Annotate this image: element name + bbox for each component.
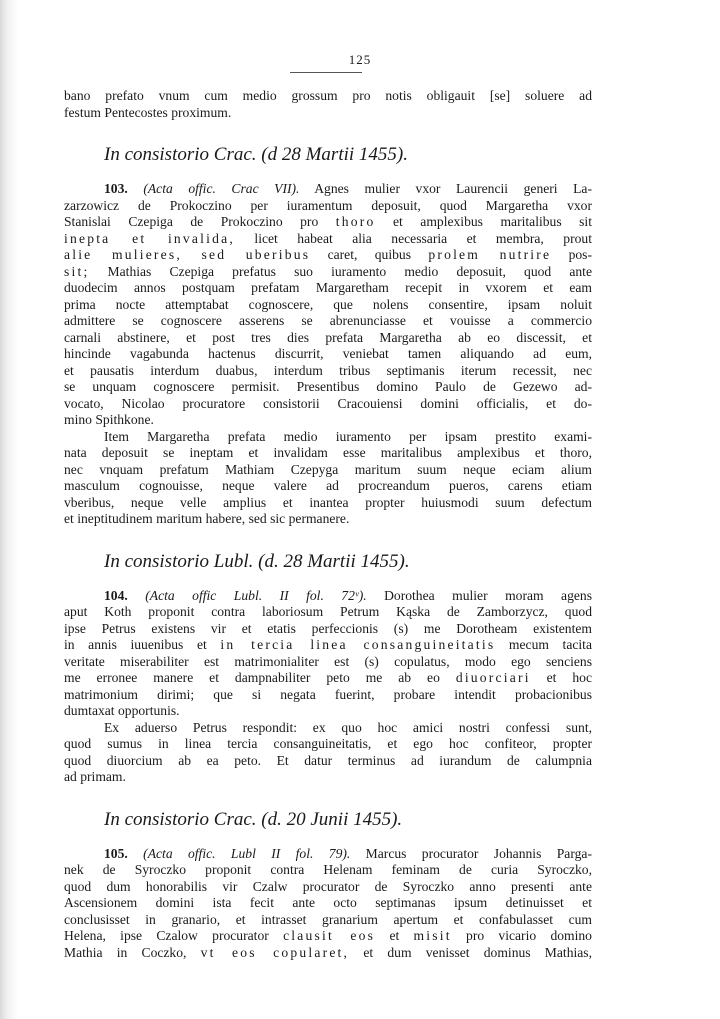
text-line xyxy=(64,912,592,929)
text-run: inepta et invalida, xyxy=(64,230,235,246)
text-line xyxy=(64,621,592,638)
text-run: pro vicario domino xyxy=(451,928,592,943)
paragraph xyxy=(64,846,592,962)
text-run xyxy=(128,846,143,861)
text-run: conclusisset in granario, et intrasset granarium apertum et confabulasset cum xyxy=(64,911,592,927)
text-line xyxy=(64,445,592,462)
text-line xyxy=(64,945,592,962)
text-run: vberibus, neque velle amplius et inantea propter huiusmodi suum defectum xyxy=(64,494,592,510)
text-line xyxy=(64,654,592,671)
text-run: clausit eos xyxy=(283,928,376,943)
entry-number: 105. xyxy=(104,845,128,861)
text-run: bano prefato vnum cum medio grossum pro notis obligauit [se] soluere ad xyxy=(64,88,592,103)
text-run: Marcus procurator Johannis Parga- xyxy=(350,845,592,861)
text-line xyxy=(64,363,592,380)
text-run: me erronee manere et dampnabiliter peto me ab eo xyxy=(64,670,456,685)
source-citation: (Acta offic. Crac VII). xyxy=(143,181,300,196)
text-run: misit xyxy=(413,928,452,943)
text-line xyxy=(64,511,592,528)
text-run: Helena, ipse Czalow procurator xyxy=(64,928,284,943)
text-run: duodecim annos postquam prefatam Margaretham recepit in vxorem et eam xyxy=(64,280,592,295)
text-run: ipse Petrus existens vir et etatis perfeccionis (s) me Dorotheam existentem xyxy=(64,620,592,636)
text-run: diuorciari xyxy=(455,670,531,685)
text-run: Ascensionem domini ista fecit ante octo septimanas ipsum detinuisset et xyxy=(64,895,592,910)
text-run: dumtaxat opportunis. xyxy=(64,703,180,718)
paragraph xyxy=(64,181,592,528)
text-run: zarzowicz de Prokoczino per iuramentum deposuit, quod Margaretha vxor xyxy=(64,197,592,213)
text-run xyxy=(128,588,145,603)
text-run: masculum cognouisse, neque valere ad procreandum pueros, carens etiam xyxy=(64,478,592,493)
text-run: nek de Syroczko proponit contra Helenam feminam de curia Syroczko, xyxy=(64,862,592,877)
text-run: prima nocte attemptabat cognoscere, que nolens consentire, ipsam noluit xyxy=(64,296,592,312)
text-line xyxy=(64,105,592,122)
text-line xyxy=(64,396,592,413)
text-run: pos- xyxy=(551,247,592,262)
text-run: Stanislai Czepiga de Prokoczino pro xyxy=(64,214,336,229)
text-run: caret, quibus xyxy=(310,247,429,262)
text-run: carnali abstinere, et post tres dies prefata Margaretha ab eo discessit, et xyxy=(64,329,592,345)
text-run: prolem nutrire xyxy=(428,247,552,262)
text-line xyxy=(64,231,592,248)
text-run: Mathias Czepiga prefatus suo iuramento medio deposuit, quod ante xyxy=(89,263,592,279)
text-line xyxy=(64,846,592,863)
text-run: Mathia in Coczko, xyxy=(64,944,201,960)
text-run: licet habeat alia necessaria et membra, prout xyxy=(234,230,592,246)
text-run: vocato, Nicolao procuratore consistorii Cracouiensi domini officialis, et do- xyxy=(64,395,592,411)
entry-number: 103. xyxy=(104,181,128,196)
text-line xyxy=(64,588,592,605)
text-run: veritate miserabiliter est matrimonialiter est (s) copulatus, modo ego senciens xyxy=(64,653,592,669)
text-line xyxy=(64,198,592,215)
text-line xyxy=(64,879,592,896)
text-line xyxy=(64,214,592,231)
text-line xyxy=(64,604,592,621)
text-run: ad primam. xyxy=(64,769,126,784)
page-number-rule xyxy=(290,72,362,73)
text-line xyxy=(64,670,592,687)
text-line xyxy=(64,462,592,479)
text-line xyxy=(64,703,592,720)
text-run: et dum venisset dominus Mathias, xyxy=(349,944,592,960)
text-line xyxy=(64,862,592,879)
paragraph xyxy=(64,88,592,121)
text-line xyxy=(64,297,592,314)
section-heading: In consistorio Crac. (d. 20 Junii 1455). xyxy=(104,808,403,830)
text-run: admittere se cognoscere asserens se abrenunciasse et vouisse a commercio xyxy=(64,313,592,328)
text-run: festum Pentecostes proximum. xyxy=(64,104,232,120)
text-run: mino Spithkone. xyxy=(64,412,154,427)
text-run: et xyxy=(375,928,414,943)
text-run: Item Margaretha prefata medio iuramento per ipsam prestito exami- xyxy=(104,428,592,444)
text-line xyxy=(64,264,592,281)
text-run: Ex aduerso Petrus respondit: ex quo hoc amici nostri confessi sunt, xyxy=(104,719,592,735)
text-run: quod diuorcium ab ea peto. Et datur terminus ad iurandum de calumpnia xyxy=(64,752,592,768)
text-run: hincinde vagabunda hactenus discurrit, veniebat tamen aliquando ad eum, xyxy=(64,346,592,361)
text-run: alie mulieres, sed uberibus xyxy=(64,247,311,262)
text-line xyxy=(64,769,592,786)
text-line xyxy=(64,753,592,770)
text-line xyxy=(64,379,592,396)
text-run xyxy=(128,181,144,196)
text-run: in annis iuuenibus et xyxy=(64,637,221,652)
section-heading: In consistorio Crac. (d 28 Martii 1455). xyxy=(104,144,408,165)
text-line xyxy=(64,280,592,297)
text-run: nec vnquam prefatum Mathiam Czepyga maritum suum neque eciam alium xyxy=(64,461,592,477)
text-line xyxy=(64,928,592,945)
text-line xyxy=(64,313,592,330)
text-run: thoro xyxy=(335,214,376,229)
text-run: mecum tacita xyxy=(495,637,592,652)
text-run: quod sumus in linea tercia consanguineitatis, et ego hoc confiteor, propter xyxy=(64,736,592,751)
text-line xyxy=(64,895,592,912)
text-line xyxy=(64,181,592,198)
entry-number: 104. xyxy=(104,587,128,603)
text-line xyxy=(64,495,592,512)
text-run: et amplexibus maritalibus sit xyxy=(375,214,592,229)
text-line xyxy=(64,429,592,446)
text-run: nata deposuit se ineptam et invalidam esse maritalibus amplexibus et thoro, xyxy=(64,445,592,460)
source-citation: (Acta offic. Lubl II fol. 79). xyxy=(143,845,351,861)
text-line xyxy=(64,478,592,495)
text-run: se unquam cognoscere permisit. Presentibus domino Paulo de Gezewo ad- xyxy=(64,379,592,394)
text-run: quod dum honorabilis vir Czalw procurator de Syroczko anno presenti ante xyxy=(64,878,592,894)
text-run: et pausatis interdum duabus, interdum tribus septimanis iterum recessit, nec xyxy=(64,362,592,378)
text-line xyxy=(64,736,592,753)
text-run: sit; xyxy=(64,263,90,279)
text-line xyxy=(64,346,592,363)
text-run: Agnes mulier vxor Laurencii generi La- xyxy=(299,181,592,196)
source-citation: (Acta offic Lubl. II fol. 72ᵛ). xyxy=(145,587,367,603)
scan-edge-shadow xyxy=(0,0,18,1019)
text-run: matrimonium dirimi; que si negata fuerint, probare intendit probacionibus xyxy=(64,686,592,702)
section-heading: In consistorio Lubl. (d. 28 Martii 1455). xyxy=(104,550,410,572)
text-line xyxy=(64,687,592,704)
text-line xyxy=(64,412,592,429)
document-body xyxy=(64,88,592,961)
text-run: et hoc xyxy=(530,670,592,685)
text-line xyxy=(64,247,592,264)
paragraph xyxy=(64,588,592,786)
text-line xyxy=(64,720,592,737)
text-run: et ineptitudinem maritum habere, sed sic permanere. xyxy=(64,511,350,526)
text-run: in tercia linea consanguineitatis xyxy=(220,637,496,652)
page-number: 125 xyxy=(348,52,372,67)
text-run: vt eos copularet, xyxy=(200,944,350,960)
text-line xyxy=(64,637,592,654)
text-run: aput Koth proponit contra laboriosum Petrum Kąska de Zamborzycz, quod xyxy=(64,604,592,619)
text-line xyxy=(64,330,592,347)
text-run: Dorothea mulier moram agens xyxy=(366,587,592,603)
text-line xyxy=(64,88,592,105)
